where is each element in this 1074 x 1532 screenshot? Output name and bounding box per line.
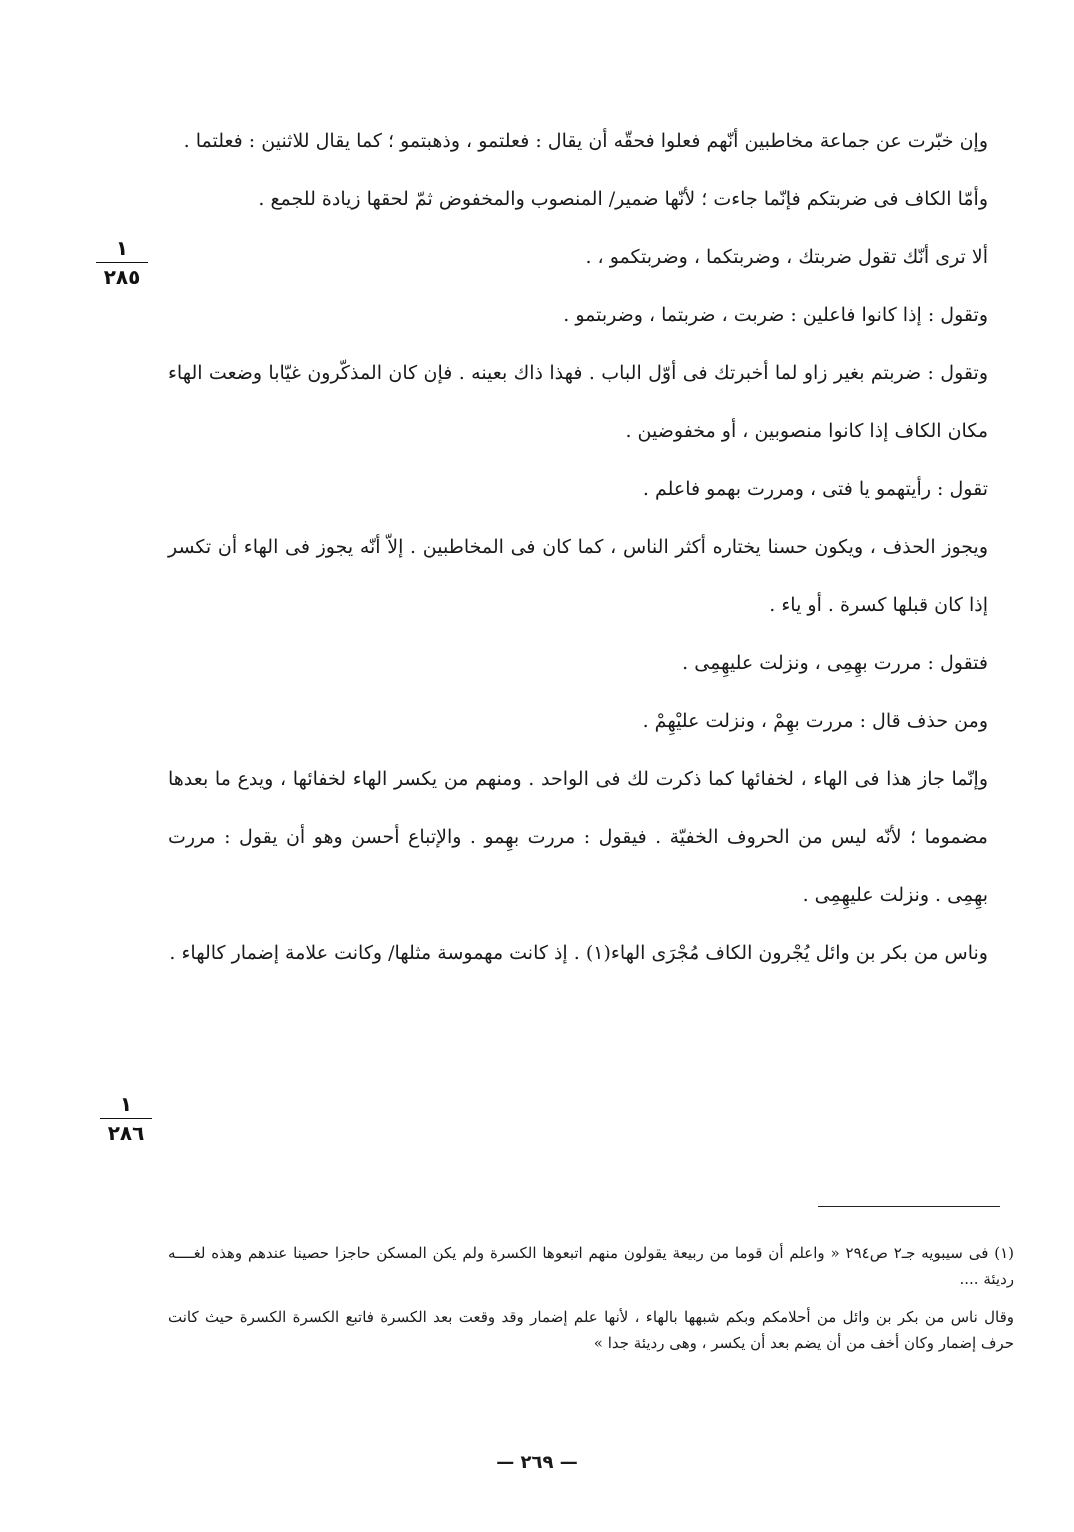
paragraph: فتقول : مررت بهِمِى ، ونزلت عليهِمِى . <box>682 652 988 674</box>
page-number: — ٢٦٩ — <box>496 1452 578 1473</box>
footnote-separator <box>818 1206 1000 1207</box>
margin-ref-page: ٢٨٦ <box>107 1121 145 1145</box>
margin-ref-rule <box>96 262 148 263</box>
margin-reference <box>100 1092 152 1145</box>
paragraph: وإنّما جاز هذا فى الهاء ، لخفائها كما ذكرت لك فى الواحد . ومنهم من يكسر الهاء لخفائها ، ويدع ما بعدها مضموما ؛ لأنّه ليس من الحروف الخفيّة . فيقول : مررت بهِمو . والإتباع أحسن وهو أن يقول : مررت بهِمِى . ونزلت عليهِمِى . <box>168 768 988 906</box>
paragraph: ألا ترى أنّك تقول ضربتك ، وضربتكما ، وضربتكمو ، . <box>585 246 988 268</box>
margin-ref-volume: ١ <box>115 236 129 260</box>
paragraph: وناس من بكر بن وائل يُجْرون الكاف مُجْرَى الهاء(١) . إذ كانت مهموسة مثلها/ وكانت علامة إضمار كالهاء . <box>169 942 988 964</box>
footnote: (١) فى سيبويه جـ٢ ص٢٩٤ « واعلم أن قوما من ربيعة يقولون منهم اتبعوها الكسرة ولم يكن المسكن حاجزا حصينا عندهم وهذه لغــــه رديئة .... <box>168 1244 1014 1288</box>
main-text <box>168 112 1014 982</box>
paragraph: وإن خبّرت عن جماعة مخاطبين أنّهم فعلوا فحقّه أن يقال : فعلتمو ، وذهبتمو ؛ كما يقال للاثنين : فعلتما . <box>183 130 988 152</box>
footnote: وقال ناس من بكر بن وائل من أحلامكم وبكم شبهها بالهاء ، لأنها علم إضمار وقد وقعت بعد الكسرة فاتبع الكسرة الكسرة حيث كانت حرف إضمار وكان أخف من أن يضم بعد أن يكسر ، وهى رديئة جدا » <box>168 1308 1014 1352</box>
margin-reference <box>96 236 148 289</box>
paragraph: تقول : رأيتهمو يا فتى ، ومررت بهمو فاعلم . <box>642 478 988 500</box>
paragraph: وتقول : إذا كانوا فاعلين : ضربت ، ضربتما ، وضربتمو . <box>563 304 988 326</box>
footnotes <box>168 1240 1014 1368</box>
margin-ref-page: ٢٨٥ <box>103 265 141 289</box>
paragraph: ويجوز الحذف ، ويكون حسنا يختاره أكثر الناس ، كما كان فى المخاطبين . إلاّ أنّه يجوز فى الهاء أن تكسر إذا كان قبلها كسرة . أو ياء . <box>168 536 988 616</box>
paragraph: ومن حذف قال : مررت بهِمْ ، ونزلت عليْهِمْ . <box>642 710 988 732</box>
margin-ref-volume: ١ <box>119 1092 133 1116</box>
paragraph: وأمّا الكاف فى ضربتكم فإنّما جاءت ؛ لأنّها ضمير/ المنصوب والمخفوض ثمّ لحقها زيادة للجمع . <box>258 188 988 210</box>
margin-ref-rule <box>100 1118 152 1119</box>
paragraph: وتقول : ضربتم بغير زاو لما أخبرتك فى أوّل الباب . فهذا ذاك بعينه . فإن كان المذكّرون غيّابا وضعت الهاء مكان الكاف إذا كانوا منصوبين ، أو مخفوضين . <box>168 362 988 442</box>
